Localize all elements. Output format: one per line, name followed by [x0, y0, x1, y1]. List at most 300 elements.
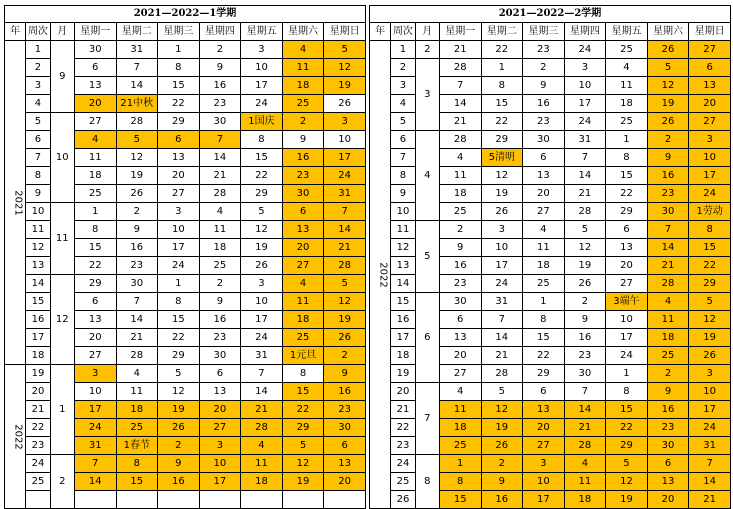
day-cell: 22 — [606, 185, 648, 203]
day-cell: 4 — [606, 59, 648, 77]
day-cell: 3 — [324, 113, 366, 131]
day-cell: 29 — [523, 365, 565, 383]
day-cell: 28 — [324, 257, 366, 275]
day-cell: 6 — [606, 221, 648, 239]
day-cell: 19 — [282, 473, 324, 491]
day-cell: 13 — [74, 311, 116, 329]
day-cell: 24 — [74, 419, 116, 437]
day-cell: 23 — [282, 167, 324, 185]
semester-2-calendar — [369, 5, 731, 509]
holiday-day-cell: 1国庆 — [241, 113, 283, 131]
day-cell: 12 — [564, 239, 606, 257]
day-cell: 30 — [564, 365, 606, 383]
day-cell: 9 — [439, 239, 481, 257]
month-cell: 7 — [415, 383, 439, 455]
day-cell: 8 — [158, 59, 200, 77]
day-cell: 9 — [324, 365, 366, 383]
day-cell: 18 — [116, 401, 158, 419]
day-cell: 21 — [439, 113, 481, 131]
day-cell — [199, 491, 241, 509]
week-number: 7 — [26, 149, 50, 167]
week-number: 13 — [391, 257, 415, 275]
day-cell: 23 — [564, 347, 606, 365]
week-number: 17 — [26, 329, 50, 347]
day-cell: 10 — [158, 221, 200, 239]
week-number: 2 — [26, 59, 50, 77]
day-cell: 13 — [689, 77, 731, 95]
day-cell: 13 — [647, 473, 689, 491]
day-cell: 2 — [439, 221, 481, 239]
column-header: 周次 — [26, 23, 50, 41]
day-cell: 27 — [158, 185, 200, 203]
day-cell: 17 — [523, 491, 565, 509]
week-number: 9 — [391, 185, 415, 203]
day-cell: 20 — [439, 347, 481, 365]
day-cell: 2 — [647, 131, 689, 149]
day-cell: 20 — [282, 239, 324, 257]
day-cell: 29 — [241, 185, 283, 203]
day-cell: 31 — [564, 131, 606, 149]
day-cell: 24 — [564, 113, 606, 131]
day-cell: 18 — [74, 167, 116, 185]
day-cell: 22 — [74, 257, 116, 275]
day-cell: 22 — [523, 347, 565, 365]
column-header: 月 — [50, 23, 74, 41]
week-number: 1 — [26, 41, 50, 59]
day-cell: 11 — [523, 239, 565, 257]
day-cell: 23 — [523, 41, 565, 59]
week-row — [370, 221, 731, 239]
day-cell: 22 — [158, 329, 200, 347]
day-cell: 30 — [74, 41, 116, 59]
day-cell: 1 — [158, 275, 200, 293]
day-cell: 3 — [158, 203, 200, 221]
column-header: 星期六 — [647, 23, 689, 41]
day-cell: 16 — [564, 329, 606, 347]
day-cell: 31 — [324, 185, 366, 203]
day-cell: 31 — [116, 41, 158, 59]
week-number: 23 — [26, 437, 50, 455]
day-cell: 2 — [481, 455, 523, 473]
day-cell: 20 — [523, 185, 565, 203]
day-cell — [241, 491, 283, 509]
day-cell: 16 — [647, 167, 689, 185]
day-cell: 10 — [324, 131, 366, 149]
day-cell: 15 — [606, 167, 648, 185]
day-cell: 22 — [481, 41, 523, 59]
day-cell: 18 — [282, 77, 324, 95]
week-number: 24 — [26, 455, 50, 473]
day-cell: 6 — [439, 311, 481, 329]
day-cell: 28 — [116, 347, 158, 365]
day-cell: 8 — [158, 293, 200, 311]
day-cell: 18 — [282, 311, 324, 329]
week-row — [370, 293, 731, 311]
day-cell: 19 — [158, 401, 200, 419]
month-cell: 9 — [50, 41, 74, 113]
month-cell: 12 — [50, 275, 74, 365]
day-cell: 8 — [689, 221, 731, 239]
week-row — [370, 383, 731, 401]
month-cell: 11 — [50, 203, 74, 275]
day-cell: 5 — [564, 221, 606, 239]
day-cell: 5 — [116, 131, 158, 149]
week-row — [5, 365, 366, 383]
day-cell: 17 — [241, 77, 283, 95]
day-cell: 4 — [74, 131, 116, 149]
day-cell: 17 — [199, 473, 241, 491]
day-cell: 19 — [606, 491, 648, 509]
month-cell: 2 — [50, 455, 74, 509]
day-cell: 5 — [606, 455, 648, 473]
day-cell: 20 — [523, 419, 565, 437]
day-cell: 24 — [689, 185, 731, 203]
month-cell: 5 — [415, 221, 439, 293]
day-cell: 14 — [324, 221, 366, 239]
day-cell: 16 — [324, 383, 366, 401]
day-cell: 13 — [158, 149, 200, 167]
year-cell — [5, 41, 26, 365]
day-cell: 30 — [199, 113, 241, 131]
day-cell: 14 — [199, 149, 241, 167]
day-cell: 5 — [689, 293, 731, 311]
column-header: 周次 — [391, 23, 415, 41]
day-cell: 9 — [282, 131, 324, 149]
day-cell: 16 — [439, 257, 481, 275]
day-cell: 31 — [74, 437, 116, 455]
week-number: 11 — [26, 221, 50, 239]
week-number: 16 — [26, 311, 50, 329]
day-cell: 10 — [523, 473, 565, 491]
day-cell: 17 — [689, 401, 731, 419]
day-cell: 4 — [282, 275, 324, 293]
day-cell — [74, 491, 116, 509]
week-row — [370, 59, 731, 77]
day-cell: 3 — [523, 455, 565, 473]
day-cell: 9 — [199, 59, 241, 77]
day-cell: 2 — [199, 275, 241, 293]
holiday-day-cell: 1春节 — [116, 437, 158, 455]
day-cell: 18 — [647, 329, 689, 347]
day-cell: 27 — [689, 41, 731, 59]
day-cell: 11 — [282, 59, 324, 77]
day-cell: 23 — [199, 95, 241, 113]
day-cell: 6 — [647, 455, 689, 473]
day-cell: 20 — [647, 491, 689, 509]
day-cell: 1 — [439, 455, 481, 473]
day-cell: 13 — [199, 383, 241, 401]
day-cell: 12 — [647, 77, 689, 95]
day-cell: 8 — [439, 473, 481, 491]
day-cell: 6 — [158, 131, 200, 149]
day-cell: 20 — [606, 257, 648, 275]
week-number: 22 — [26, 419, 50, 437]
day-cell: 26 — [481, 437, 523, 455]
column-header: 年 — [5, 23, 26, 41]
week-number: 16 — [391, 311, 415, 329]
day-cell: 8 — [282, 365, 324, 383]
year-cell — [370, 41, 391, 509]
day-cell: 19 — [116, 167, 158, 185]
holiday-day-cell: 3端午 — [606, 293, 648, 311]
day-cell: 15 — [116, 473, 158, 491]
day-cell: 16 — [199, 311, 241, 329]
week-row — [370, 131, 731, 149]
day-cell: 29 — [606, 203, 648, 221]
day-cell: 20 — [689, 95, 731, 113]
day-cell: 29 — [158, 113, 200, 131]
day-cell: 28 — [116, 113, 158, 131]
week-number: 14 — [26, 275, 50, 293]
day-cell: 9 — [199, 293, 241, 311]
day-cell: 8 — [74, 221, 116, 239]
day-cell: 17 — [158, 239, 200, 257]
day-cell: 14 — [74, 473, 116, 491]
day-cell: 28 — [564, 203, 606, 221]
day-cell: 7 — [689, 455, 731, 473]
day-cell: 14 — [439, 95, 481, 113]
day-cell: 7 — [647, 221, 689, 239]
day-cell: 12 — [282, 455, 324, 473]
day-cell: 12 — [606, 473, 648, 491]
day-cell: 30 — [647, 437, 689, 455]
column-header: 年 — [370, 23, 391, 41]
day-cell: 23 — [647, 185, 689, 203]
week-number: 2 — [391, 59, 415, 77]
day-cell: 29 — [74, 275, 116, 293]
day-cell: 25 — [606, 41, 648, 59]
day-cell: 30 — [647, 203, 689, 221]
day-cell: 9 — [523, 77, 565, 95]
month-cell: 6 — [415, 293, 439, 383]
day-cell: 8 — [481, 77, 523, 95]
week-number: 22 — [391, 419, 415, 437]
day-cell: 12 — [324, 293, 366, 311]
year-label: 2021 — [12, 189, 24, 216]
day-cell: 25 — [199, 257, 241, 275]
day-cell: 7 — [324, 203, 366, 221]
day-cell: 24 — [481, 275, 523, 293]
week-number: 20 — [26, 383, 50, 401]
day-cell: 9 — [564, 311, 606, 329]
day-cell: 25 — [282, 95, 324, 113]
day-cell: 7 — [481, 311, 523, 329]
day-cell: 7 — [241, 365, 283, 383]
day-cell: 7 — [439, 77, 481, 95]
day-cell: 20 — [158, 167, 200, 185]
day-cell: 8 — [606, 149, 648, 167]
day-cell: 16 — [116, 239, 158, 257]
day-cell: 26 — [647, 41, 689, 59]
day-cell: 9 — [116, 221, 158, 239]
day-cell: 8 — [241, 131, 283, 149]
day-cell: 10 — [564, 77, 606, 95]
day-cell: 13 — [523, 401, 565, 419]
day-cell: 10 — [74, 383, 116, 401]
day-cell: 21 — [324, 239, 366, 257]
day-cell: 20 — [74, 95, 116, 113]
day-cell: 25 — [74, 185, 116, 203]
day-cell: 15 — [689, 239, 731, 257]
day-cell: 29 — [282, 419, 324, 437]
day-cell: 22 — [282, 401, 324, 419]
day-cell: 25 — [439, 203, 481, 221]
day-cell: 19 — [481, 419, 523, 437]
day-cell: 7 — [564, 383, 606, 401]
day-cell: 26 — [324, 95, 366, 113]
day-cell: 9 — [647, 383, 689, 401]
day-cell: 10 — [199, 455, 241, 473]
day-cell: 27 — [523, 437, 565, 455]
day-cell: 11 — [439, 401, 481, 419]
day-cell: 5 — [324, 275, 366, 293]
week-number: 23 — [391, 437, 415, 455]
day-cell: 23 — [199, 329, 241, 347]
day-cell: 11 — [241, 455, 283, 473]
day-cell: 29 — [689, 275, 731, 293]
day-cell — [116, 491, 158, 509]
day-cell: 20 — [324, 473, 366, 491]
day-cell: 16 — [523, 95, 565, 113]
day-cell: 9 — [647, 149, 689, 167]
day-cell: 28 — [439, 59, 481, 77]
day-cell: 30 — [116, 275, 158, 293]
day-cell: 24 — [158, 257, 200, 275]
day-cell: 24 — [241, 329, 283, 347]
column-header: 星期日 — [689, 23, 731, 41]
semester-title-row — [370, 6, 731, 23]
day-cell: 11 — [647, 311, 689, 329]
day-cell: 15 — [158, 311, 200, 329]
day-cell: 5 — [324, 41, 366, 59]
day-cell: 13 — [523, 167, 565, 185]
month-cell: 10 — [50, 113, 74, 203]
column-header: 星期一 — [74, 23, 116, 41]
day-cell: 26 — [689, 347, 731, 365]
day-cell — [324, 491, 366, 509]
day-cell: 21 — [564, 185, 606, 203]
day-cell: 8 — [606, 383, 648, 401]
day-cell: 12 — [116, 149, 158, 167]
day-cell: 23 — [523, 113, 565, 131]
day-cell — [158, 491, 200, 509]
week-number: 6 — [391, 131, 415, 149]
day-cell: 28 — [241, 419, 283, 437]
day-cell: 6 — [74, 59, 116, 77]
day-cell: 23 — [116, 257, 158, 275]
day-cell: 4 — [439, 383, 481, 401]
day-cell: 30 — [324, 419, 366, 437]
day-cell: 2 — [324, 347, 366, 365]
day-cell: 19 — [481, 185, 523, 203]
day-cell: 24 — [324, 167, 366, 185]
day-cell: 5 — [282, 437, 324, 455]
year-label: 2022 — [377, 261, 389, 288]
week-number: 15 — [26, 293, 50, 311]
day-cell: 3 — [564, 59, 606, 77]
day-cell: 21 — [241, 401, 283, 419]
day-cell: 26 — [241, 257, 283, 275]
day-cell: 19 — [647, 95, 689, 113]
day-cell: 1 — [606, 365, 648, 383]
day-cell: 28 — [647, 275, 689, 293]
column-header: 星期二 — [481, 23, 523, 41]
day-cell: 7 — [199, 131, 241, 149]
day-cell: 11 — [439, 167, 481, 185]
day-cell: 1 — [481, 59, 523, 77]
day-cell: 21 — [689, 491, 731, 509]
day-cell: 9 — [158, 455, 200, 473]
day-cell: 11 — [116, 383, 158, 401]
week-number: 1 — [391, 41, 415, 59]
day-cell: 6 — [689, 59, 731, 77]
day-cell: 1 — [158, 41, 200, 59]
day-cell: 3 — [689, 131, 731, 149]
day-cell: 16 — [199, 77, 241, 95]
day-cell: 22 — [158, 95, 200, 113]
day-cell: 4 — [241, 437, 283, 455]
day-cell: 17 — [564, 95, 606, 113]
day-cell: 21 — [564, 419, 606, 437]
day-cell: 30 — [199, 347, 241, 365]
week-number: 26 — [391, 491, 415, 509]
week-number: 7 — [391, 149, 415, 167]
day-cell: 27 — [282, 257, 324, 275]
day-cell: 12 — [241, 221, 283, 239]
month-cell: 1 — [50, 365, 74, 455]
day-cell: 5 — [481, 383, 523, 401]
header-row — [5, 23, 366, 41]
column-header: 星期三 — [158, 23, 200, 41]
week-row — [5, 455, 366, 473]
week-number: 15 — [391, 293, 415, 311]
day-cell: 11 — [606, 77, 648, 95]
day-cell: 29 — [481, 131, 523, 149]
day-cell: 6 — [324, 437, 366, 455]
day-cell: 12 — [324, 59, 366, 77]
day-cell: 26 — [647, 113, 689, 131]
day-cell: 29 — [606, 437, 648, 455]
day-cell: 14 — [241, 383, 283, 401]
day-cell: 15 — [158, 77, 200, 95]
week-number: 19 — [391, 365, 415, 383]
day-cell: 21 — [647, 257, 689, 275]
week-number: 8 — [26, 167, 50, 185]
day-cell: 30 — [523, 131, 565, 149]
day-cell: 1 — [74, 203, 116, 221]
week-number: 17 — [391, 329, 415, 347]
day-cell: 13 — [606, 239, 648, 257]
semester-title-row — [5, 6, 366, 23]
day-cell: 19 — [241, 239, 283, 257]
column-header: 星期二 — [116, 23, 158, 41]
week-number: 25 — [26, 473, 50, 491]
day-cell: 6 — [74, 293, 116, 311]
day-cell: 7 — [116, 293, 158, 311]
week-number: 8 — [391, 167, 415, 185]
day-cell: 24 — [564, 41, 606, 59]
day-cell: 14 — [647, 239, 689, 257]
day-cell: 14 — [481, 329, 523, 347]
day-cell: 13 — [74, 77, 116, 95]
day-cell: 28 — [439, 131, 481, 149]
day-cell: 2 — [523, 59, 565, 77]
day-cell: 6 — [523, 383, 565, 401]
day-cell: 2 — [647, 365, 689, 383]
day-cell: 11 — [564, 473, 606, 491]
semester-1-calendar — [4, 5, 366, 509]
week-number — [26, 491, 50, 509]
